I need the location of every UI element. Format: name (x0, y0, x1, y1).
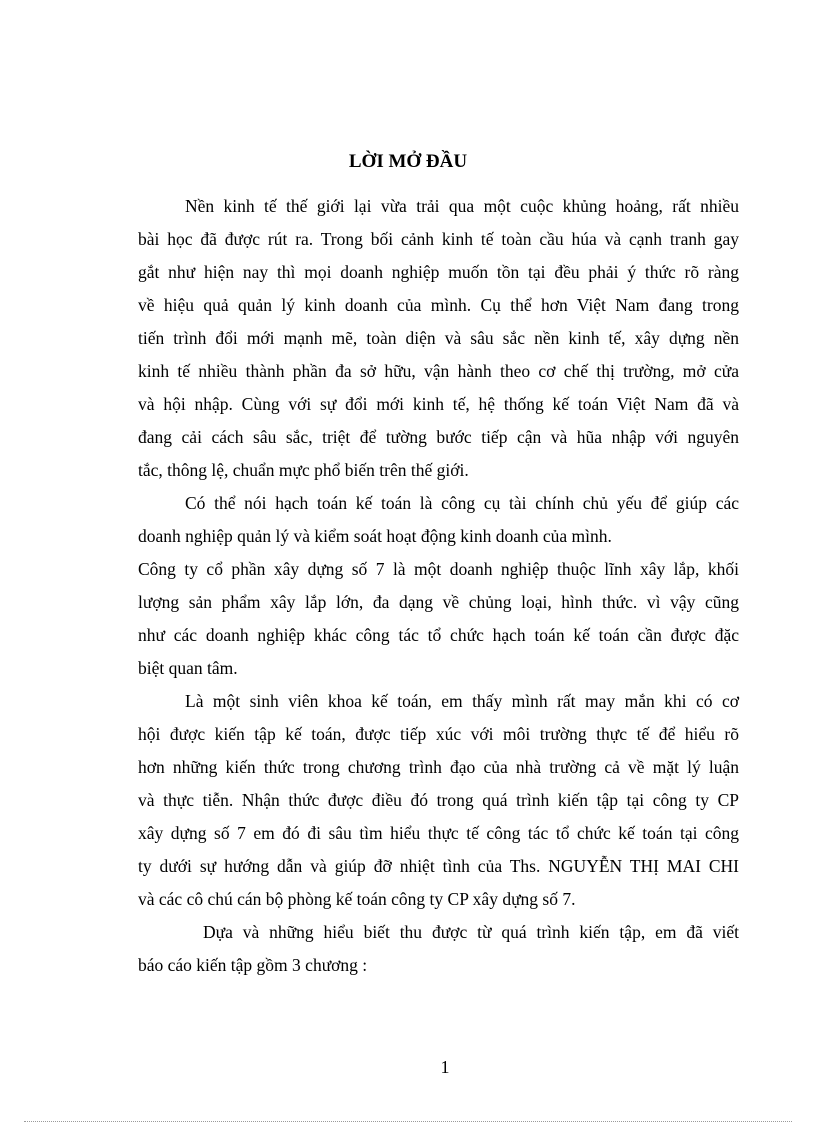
text-line: bài học đã được rút ra. Trong bối cảnh kinh tế toàn cầu húa và cạnh tranh gay (138, 229, 739, 249)
text-line: và thực tiễn. Nhận thức được điều đó trong quá trình kiến tập tại công ty CP (138, 790, 739, 810)
text-line: Là một sinh viên khoa kế toán, em thấy mình rất may mắn khi có cơ (185, 691, 739, 711)
text-line: Nền kinh tế thế giới lại vừa trải qua một cuộc khủng hoảng, rất nhiều (185, 196, 739, 216)
text-line: xây dựng số 7 em đó đi sâu tìm hiểu thực tế công tác tổ chức kế toán tại công (138, 823, 739, 843)
text-line: Công ty cổ phần xây dựng số 7 là một doanh nghiệp thuộc lĩnh xây lắp, khối (138, 559, 739, 579)
text-line: hội được kiến tập kế toán, được tiếp xúc với môi trường thực tế để hiểu rõ (138, 724, 739, 744)
text-line: về hiệu quả quản lý kinh doanh của mình. Cụ thể hơn Việt Nam đang trong (138, 295, 739, 315)
text-line: hơn những kiến thức trong chương trình đạo của nhà trường cả về mặt lý luận (138, 757, 739, 777)
text-line: kinh tế nhiều thành phần đa sở hữu, vận hành theo cơ chế thị trường, mở cửa (138, 361, 739, 381)
text-line: đang cải cách sâu sắc, triệt để tường bước tiếp cận và hũa nhập với nguyên (138, 427, 739, 447)
text-line: Dựa và những hiểu biết thu được từ quá trình kiến tập, em đã viết (203, 922, 739, 942)
page-number: 1 (440, 1057, 450, 1077)
page-title: LỜI MỞ ĐẦU (348, 151, 468, 172)
text-line: như các doanh nghiệp khác công tác tổ chức hạch toán kế toán cần được đặc (138, 625, 739, 645)
text-line: tắc, thông lệ, chuẩn mực phổ biến trên thế giới. (138, 460, 469, 480)
text-line: và hội nhập. Cùng với sự đổi mới kinh tế, hệ thống kế toán Việt Nam đã và (138, 394, 739, 414)
text-line: doanh nghiệp quản lý và kiểm soát hoạt động kinh doanh của mình. (138, 526, 612, 546)
text-line: ty dưới sự hướng dẫn và giúp đỡ nhiệt tình của Ths. NGUYỄN THỊ MAI CHI (138, 856, 739, 876)
text-line: tiến trình đổi mới mạnh mẽ, toàn diện và sâu sắc nền kinh tế, xây dựng nền (138, 328, 739, 348)
text-line: lượng sản phẩm xây lắp lớn, đa dạng về chủng loại, hình thức. vì vậy cũng (138, 592, 739, 612)
text-line: báo cáo kiến tập gồm 3 chương : (138, 955, 368, 975)
text-line: gắt như hiện nay thì mọi doanh nghiệp muốn tồn tại đều phải ý thức rõ ràng (138, 262, 739, 282)
text-line: và các cô chú cán bộ phòng kế toán công ty CP xây dựng số 7. (138, 889, 576, 909)
footer-divider (24, 1121, 792, 1122)
text-line: Có thể nói hạch toán kế toán là công cụ tài chính chủ yếu để giúp các (185, 493, 739, 513)
text-line: biệt quan tâm. (138, 658, 238, 678)
